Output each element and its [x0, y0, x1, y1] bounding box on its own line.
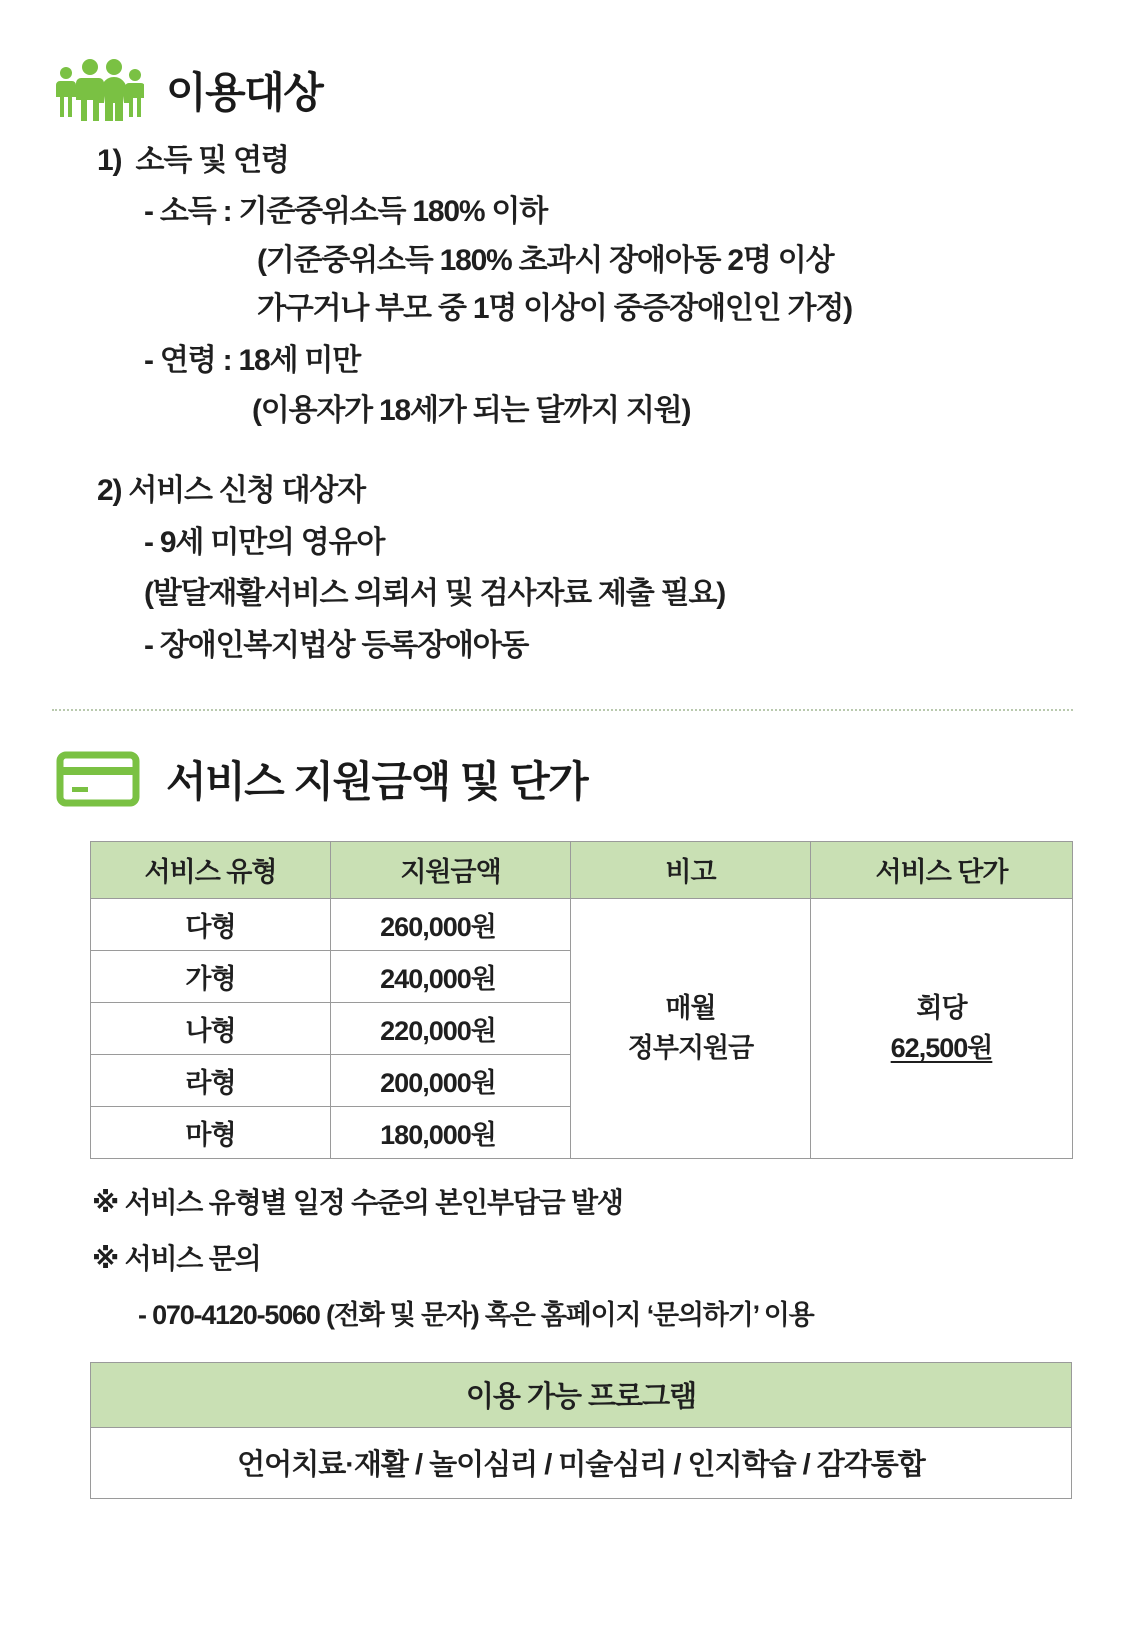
cell-amount: 220,000원: [331, 1002, 571, 1054]
list-item: - 장애인복지법상 등록장애아동: [144, 628, 529, 662]
family-icon: [52, 56, 144, 124]
list-item: (발달재활서비스 의뢰서 및 검사자료 제출 필요): [144, 577, 726, 611]
price-table: [90, 841, 1073, 1159]
note-item: ※ 서비스 유형별 일정 수준의 본인부담금 발생: [92, 1186, 623, 1218]
cell-amount: 240,000원: [331, 950, 571, 1002]
note-item: ※ 서비스 문의: [92, 1242, 261, 1274]
section-header-eligibility: [52, 0, 1073, 124]
list-item: 가구거나 부모 중 1명 이상이 중증장애인인 가정): [257, 292, 852, 326]
cell-amount: 200,000원: [331, 1054, 571, 1106]
cell-type: 다형: [91, 898, 331, 950]
list-item: - 소득 : 기준중위소득 180% 이하: [144, 195, 547, 229]
list-item: - 9세 미만의 영유아: [144, 525, 385, 559]
list-item: 1) 소득 및 연령: [97, 144, 289, 177]
cell-note: [571, 898, 811, 1158]
program-list: 언어치료·재활 / 놀이심리 / 미술심리 / 인지학습 / 감각통합: [237, 1448, 925, 1481]
cell-amount: 180,000원: [331, 1106, 571, 1158]
eligibility-list: [52, 142, 1073, 665]
notes-block: [92, 1181, 1073, 1332]
contact-line: - 070-4120-5060 (전화 및 문자) 혹은 홈페이지 ‘문의하기’ 이용: [138, 1299, 814, 1330]
card-icon: [52, 745, 144, 813]
table-row: [91, 898, 1073, 950]
list-item: 2) 서비스 신청 대상자: [97, 474, 365, 508]
section-header-price: [52, 745, 1073, 813]
note-line-1: 매월: [665, 992, 716, 1023]
note-line-2: 정부지원금: [627, 1033, 754, 1064]
column-header-amount: 지원금액: [331, 841, 571, 898]
cell-unit: [811, 898, 1073, 1158]
cell-type: 나형: [91, 1002, 331, 1054]
cell-type: 가형: [91, 950, 331, 1002]
program-table: [90, 1362, 1072, 1499]
section-divider: [52, 709, 1073, 711]
column-header-type: 서비스 유형: [91, 841, 331, 898]
section-title: 이용대상: [166, 69, 323, 116]
cell-amount: 260,000원: [331, 898, 571, 950]
list-item: (이용자가 18세가 되는 달까지 지원): [252, 393, 691, 427]
unit-line-1: 회당: [916, 992, 967, 1023]
list-item: - 연령 : 18세 미만: [144, 343, 360, 377]
table-header-row: [91, 841, 1073, 898]
cell-type: 마형: [91, 1106, 331, 1158]
unit-line-2: 62,500원: [890, 1033, 993, 1064]
list-item: (기준중위소득 180% 초과시 장애아동 2명 이상: [257, 243, 834, 277]
column-header-note: 비고: [571, 841, 811, 898]
program-header: 이용 가능 프로그램: [91, 1363, 1071, 1428]
column-header-unit: 서비스 단가: [811, 841, 1073, 898]
section-title: 서비스 지원금액 및 단가: [166, 757, 588, 805]
cell-type: 라형: [91, 1054, 331, 1106]
